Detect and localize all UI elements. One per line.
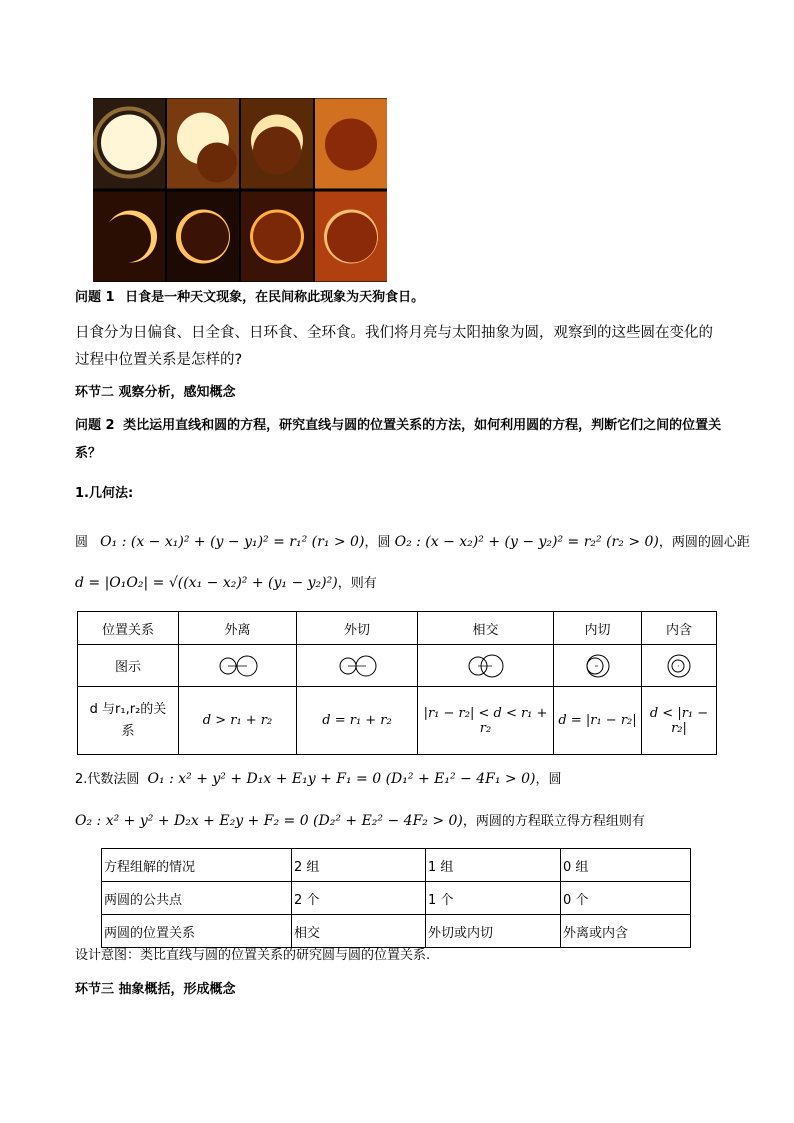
algebraic-method-title: 2.代数法圆 bbox=[75, 772, 140, 787]
internally-tangent-circles-diagram bbox=[554, 645, 642, 687]
eclipse-photo-5 bbox=[93, 191, 165, 282]
question-1 bbox=[75, 288, 424, 308]
table-row bbox=[102, 915, 691, 948]
table-cell: 0 组 bbox=[561, 849, 691, 882]
table-cell: 相交 bbox=[292, 915, 426, 948]
geometric-method-table bbox=[77, 611, 717, 755]
eclipse-photo-8 bbox=[315, 191, 387, 282]
geometric-circle-definitions bbox=[75, 531, 750, 550]
condition-cell: d = r₁ + r₂ bbox=[297, 687, 418, 755]
externally-tangent-circles-diagram bbox=[297, 645, 418, 687]
algebraic-o1-formula: O₁ : x² + y² + D₁x + E₁y + F₁ = 0 (D₁² + E₁² − 4F₁ > 0) bbox=[147, 771, 536, 787]
table-cell: 外离或内含 bbox=[561, 915, 691, 948]
condition-cell: d < |r₁ − r₂| bbox=[642, 687, 717, 755]
algebraic-line-1-suffix: ，圆 bbox=[535, 772, 562, 787]
algebraic-line-2-suffix: ，两圆的方程联立得方程组则有 bbox=[462, 814, 645, 829]
eclipse-photo-4 bbox=[315, 98, 387, 189]
table-cell: 1 组 bbox=[426, 849, 561, 882]
condition-cell: d > r₁ + r₂ bbox=[179, 687, 297, 755]
eclipse-photo-grid bbox=[93, 98, 387, 282]
question-2-label: 问题 2 bbox=[75, 418, 115, 433]
intro-paragraph: 日食分为日偏食、日全食、日环食、全环食。我们将月亮与太阳抽象为圆，观察到的这些圆在变化的过程中位置关系是怎样的? bbox=[75, 325, 713, 368]
question-2-text: 类比运用直线和圆的方程，研究直线与圆的位置关系的方法，如何利用圆的方程，判断它们之间的位置关系？ bbox=[75, 418, 722, 461]
algebraic-o2-formula: O₂ : x² + y² + D₂x + E₂y + F₂ = 0 (D₂² + E₂² − 4F₂ > 0) bbox=[75, 813, 463, 829]
relation-label-line-1: d 与r₁,r₂的关 bbox=[89, 701, 167, 717]
table-row bbox=[102, 849, 691, 882]
table-cell: 方程组解的情况 bbox=[102, 849, 292, 882]
distance-formula: d = |O₁O₂| = √((x₁ − x₂)² + (y₁ − y₂)²) bbox=[75, 575, 338, 591]
question-1-label: 问题 1 bbox=[75, 290, 115, 305]
condition-cell: |r₁ − r₂| < d < r₁ + r₂ bbox=[418, 687, 554, 755]
question-2 bbox=[75, 412, 725, 468]
algebraic-method-table bbox=[101, 848, 691, 948]
circle-o2-formula: O₂ : (x − x₂)² + (y − y₂)² = r₂² (r₂ > 0) bbox=[394, 534, 659, 550]
center-distance-text: ，两圆的圆心距 bbox=[658, 535, 750, 550]
algebraic-method-line-1 bbox=[75, 768, 561, 787]
table-cell: 外切或内切 bbox=[426, 915, 561, 948]
table-cell: 两圆的公共点 bbox=[102, 882, 292, 915]
table-cell: 两圆的位置关系 bbox=[102, 915, 292, 948]
table-cell: 1 个 bbox=[426, 882, 561, 915]
separate-circles-diagram bbox=[179, 645, 297, 687]
circle-word: 圆 bbox=[75, 535, 89, 550]
table-header-cell: 外切 bbox=[297, 612, 418, 645]
table-cell: 0 个 bbox=[561, 882, 691, 915]
table-header-cell: 外离 bbox=[179, 612, 297, 645]
geometric-method-title: 1.几何法: bbox=[75, 486, 134, 501]
table-header-cell: 内切 bbox=[554, 612, 642, 645]
eclipse-photo-1 bbox=[93, 98, 165, 189]
table-header-cell: 内含 bbox=[642, 612, 717, 645]
table-cell: 2 个 bbox=[292, 882, 426, 915]
circle-o1-formula: O₁ : (x − x₁)² + (y − y₁)² = r₁² (r₁ > 0) bbox=[100, 534, 365, 550]
circle-separator: ，圆 bbox=[364, 535, 391, 550]
table-row bbox=[102, 882, 691, 915]
algebraic-method-line-2 bbox=[75, 810, 645, 829]
design-intent: 设计意图：类比直线与圆的位置关系的研究圆与圆的位置关系. bbox=[75, 948, 431, 963]
condition-cell: d = |r₁ − r₂| bbox=[554, 687, 642, 755]
relation-label-line-2: 系 bbox=[121, 723, 135, 739]
table-row bbox=[78, 612, 717, 645]
eclipse-photo-6 bbox=[167, 191, 239, 282]
distance-formula-suffix: ，则有 bbox=[337, 576, 377, 591]
table-cell: 图示 bbox=[78, 645, 179, 687]
distance-formula-line bbox=[75, 572, 377, 591]
contained-circles-diagram bbox=[642, 645, 717, 687]
table-header-cell: 位置关系 bbox=[78, 612, 179, 645]
eclipse-photo-3 bbox=[241, 98, 313, 189]
table-row bbox=[78, 645, 717, 687]
table-cell: 2 组 bbox=[292, 849, 426, 882]
table-row bbox=[78, 687, 717, 755]
eclipse-photo-7 bbox=[241, 191, 313, 282]
table-cell bbox=[78, 687, 179, 755]
section-2-heading: 环节二 观察分析，感知概念 bbox=[75, 385, 236, 400]
intersecting-circles-diagram bbox=[418, 645, 554, 687]
section-3-heading: 环节三 抽象概括，形成概念 bbox=[75, 982, 236, 997]
table-header-cell: 相交 bbox=[418, 612, 554, 645]
eclipse-photo-2 bbox=[167, 98, 239, 189]
question-1-text: 日食是一种天文现象，在民间称此现象为天狗食日。 bbox=[125, 290, 425, 305]
